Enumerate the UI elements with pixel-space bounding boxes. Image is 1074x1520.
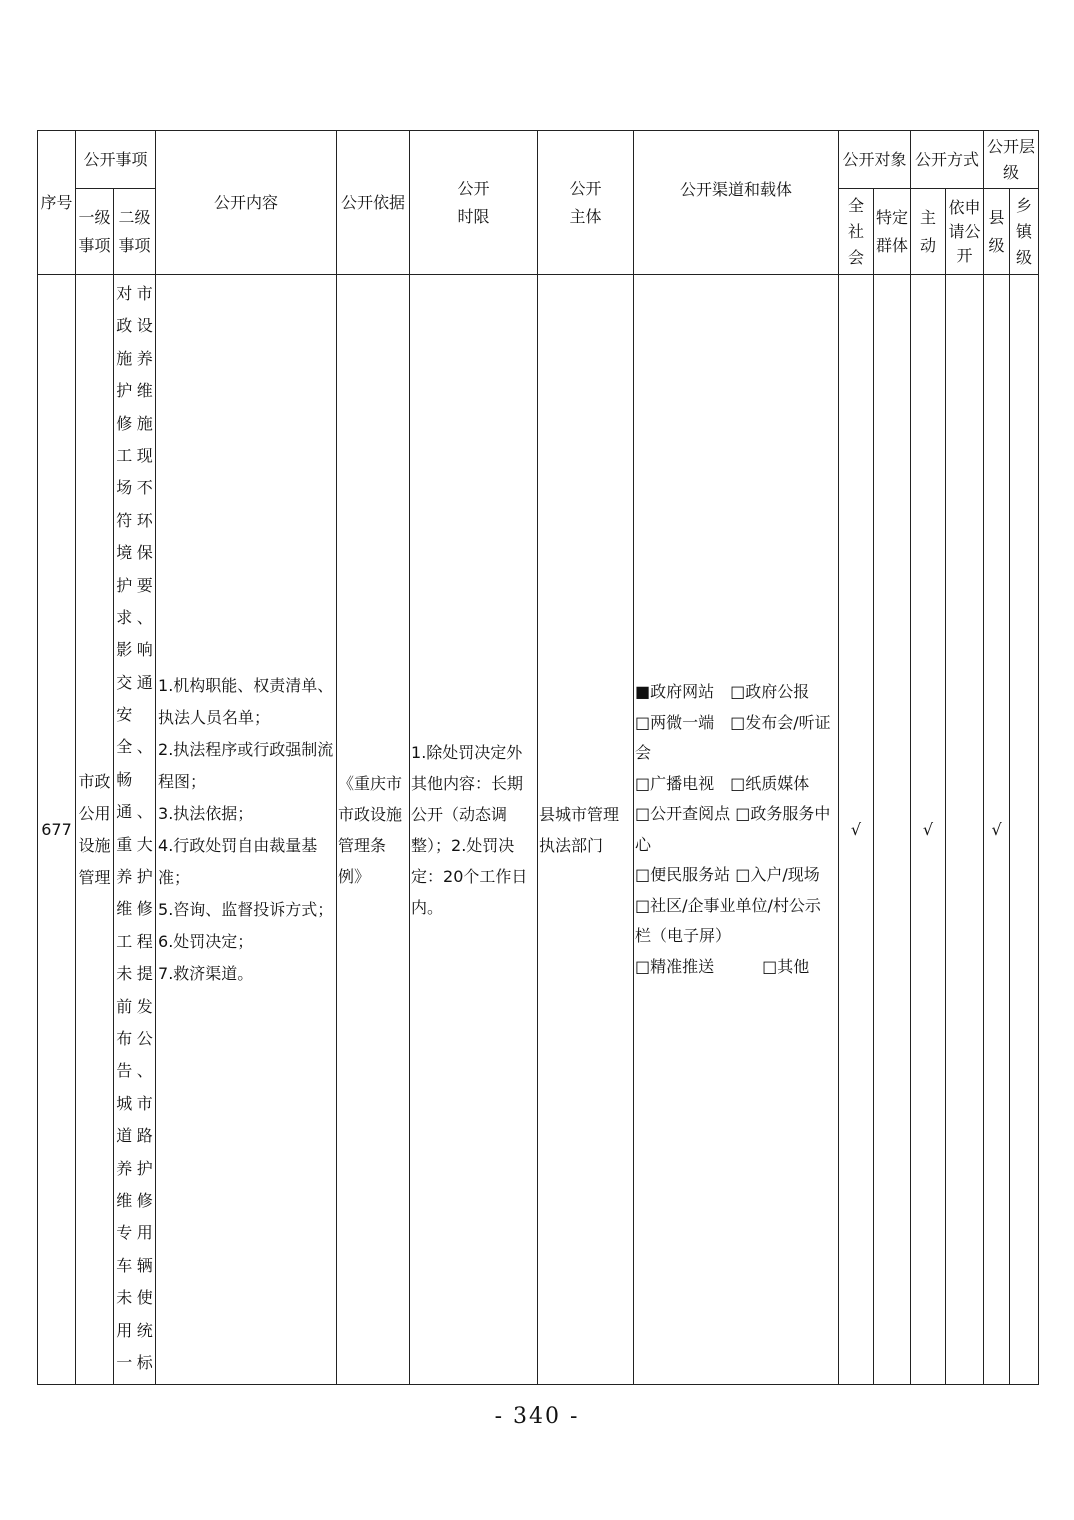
row-subject-text: 县城市管理执法部门 — [539, 804, 620, 855]
level2-right-char: 路 — [136, 1126, 153, 1146]
header-method: 公开方式 — [911, 131, 984, 189]
content-line: 6.处罚决定； — [158, 931, 254, 951]
level2-left-char: 符 — [116, 510, 133, 530]
header-level1 — [76, 189, 114, 275]
level2-right-char: 市 — [136, 1093, 153, 1113]
level2-left-char: 道 — [116, 1126, 133, 1146]
header-audience-all-text: 全社会 — [848, 195, 865, 267]
header-tier-county — [984, 189, 1010, 275]
level2-right-char: 标 — [136, 1352, 153, 1372]
level2-left-char: 重 — [116, 834, 133, 854]
row-level2 — [114, 275, 156, 1385]
header-channels: 公开渠道和载体 — [634, 131, 839, 275]
row-basis-text: 《重庆市市政设施管理条例》 — [338, 773, 403, 886]
level2-left-char: 未 — [116, 964, 133, 984]
level2-right-char: 大 — [136, 834, 153, 854]
header-subject — [538, 131, 634, 275]
level2-right-char: 、 — [136, 737, 153, 757]
level2-right-char: 使 — [136, 1288, 153, 1308]
header-matter: 公开事项 — [76, 131, 156, 189]
channel-line: □便民服务站 □入户/现场 — [635, 865, 820, 885]
header-method-active-text: 主动 — [920, 207, 937, 255]
row-basis — [337, 275, 410, 1385]
level2-right-char: 、 — [136, 802, 153, 822]
row-time-limit — [410, 275, 538, 1385]
level2-left-char: 城 — [116, 1093, 133, 1113]
disclosure-table — [37, 130, 1039, 1385]
level2-left-char: 未 — [116, 1288, 133, 1308]
level2-right-char: 设 — [136, 316, 153, 336]
channel-line: 会 — [635, 743, 652, 763]
level2-left-char: 影 — [116, 640, 133, 660]
row-method-active: √ — [911, 275, 946, 1385]
level2-right-char: 护 — [136, 867, 153, 887]
row-time-limit-text: 1.除处罚决定外其他内容：长期公开（动态调整）；2.处罚决定：20个工作日内。 — [411, 742, 528, 917]
level2-right-char: 市 — [136, 284, 153, 303]
page-number: - 340 - — [494, 1404, 580, 1429]
header-tier-town-text: 乡镇级 — [1016, 195, 1033, 267]
level2-right-char: 、 — [136, 1061, 153, 1081]
content-line: 执法人员名单； — [158, 707, 271, 727]
level2-right-char: 公 — [136, 1028, 153, 1048]
channel-line: □公开查阅点 □政务服务中 — [635, 804, 831, 824]
level2-right-char: 辆 — [136, 1255, 153, 1275]
level2-left-char: 对 — [116, 284, 133, 303]
header-time-limit-text: 公开时限 — [457, 178, 490, 226]
content-line: 3.执法依据； — [158, 803, 254, 823]
row-channels — [634, 275, 839, 1385]
level2-left-char: 场 — [116, 478, 133, 498]
header-level2 — [114, 189, 156, 275]
header-audience-all — [839, 189, 874, 275]
channel-line: □两微一端 □发布会/听证 — [635, 712, 831, 732]
channel-line: □广播电视 □纸质媒体 — [635, 773, 810, 793]
level2-left-char: 施 — [116, 348, 133, 368]
content-line: 4.行政处罚自由裁量基 — [158, 835, 318, 855]
level2-left-char: 前 — [116, 996, 133, 1016]
content-line: 5.咨询、监督投诉方式； — [158, 899, 334, 919]
level2-left-char: 护 — [116, 381, 133, 401]
row-tier-town — [1010, 275, 1039, 1385]
level2-right-char: 提 — [136, 964, 153, 984]
level2-left-char: 通 — [116, 802, 133, 822]
header-tier-text: 公开层级 — [987, 136, 1036, 182]
level2-right-char: 发 — [136, 996, 153, 1016]
level2-left-char: 求 — [116, 607, 133, 627]
row-level1 — [76, 275, 114, 1385]
content-list — [156, 670, 336, 990]
level2-right-char: 修 — [136, 1190, 153, 1210]
level2-left-char: 用 — [116, 1320, 133, 1340]
row-level1-text: 市政公用设施管理 — [78, 771, 111, 887]
row-seq: 677 — [38, 275, 76, 1385]
level2-left-char: 工 — [116, 445, 133, 465]
header-method-request — [946, 189, 984, 275]
channels-list — [634, 677, 838, 982]
header-seq: 序号 — [38, 131, 76, 275]
header-audience: 公开对象 — [839, 131, 911, 189]
level2-left-char: 维 — [116, 1190, 133, 1210]
channel-line: ■政府网站 □政府公报 — [635, 682, 810, 702]
row-method-request — [946, 275, 984, 1385]
level2-left-char: 安 — [116, 705, 133, 725]
level2-left-char: 政 — [116, 316, 133, 336]
header-tier-town — [1010, 189, 1039, 275]
row-tier-county: √ — [984, 275, 1010, 1385]
level2-left-char: 养 — [116, 867, 133, 887]
level2-left-char: 修 — [116, 413, 133, 433]
level2-right-char: 保 — [136, 543, 153, 563]
row-audience-specific — [874, 275, 911, 1385]
level2-right-char: 用 — [136, 1223, 153, 1243]
level2-left-char: 养 — [116, 1158, 133, 1178]
level2-right-char: 环 — [136, 510, 153, 530]
level2-left-char: 专 — [116, 1223, 133, 1243]
level2-left-char: 告 — [116, 1061, 133, 1081]
row-subject — [538, 275, 634, 1385]
level2-right-char: 响 — [136, 640, 153, 660]
level2-left-char: 护 — [116, 575, 133, 595]
header-time-limit — [410, 131, 538, 275]
level2-right-char: 程 — [136, 931, 153, 951]
content-line: 7.救济渠道。 — [158, 963, 254, 983]
content-line: 2.执法程序或行政强制流 — [158, 739, 334, 759]
content-line: 1.机构职能、权责清单、 — [158, 675, 334, 695]
level2-right-char: 护 — [136, 1158, 153, 1178]
header-basis: 公开依据 — [337, 131, 410, 275]
header-level1-text: 一级事项 — [78, 207, 111, 255]
header-tier — [984, 131, 1039, 189]
row-level2-right — [135, 283, 156, 1384]
header-method-active — [911, 189, 946, 275]
row-content — [156, 275, 337, 1385]
level2-right-char: 要 — [136, 575, 153, 595]
level2-left-char: 境 — [116, 543, 133, 563]
header-content: 公开内容 — [156, 131, 337, 275]
level2-right-char: 养 — [136, 348, 153, 368]
header-audience-specific — [874, 189, 911, 275]
level2-right-char: 通 — [136, 672, 153, 692]
level2-left-char: 维 — [116, 899, 133, 919]
channel-line: □社区/企事业单位/村公示 — [635, 895, 821, 915]
content-line: 程图； — [158, 771, 207, 791]
level2-right-char: 统 — [136, 1320, 153, 1340]
header-level2-text: 二级事项 — [118, 207, 151, 255]
level2-left-char: 畅 — [116, 769, 133, 789]
level2-right-char: 、 — [136, 607, 153, 627]
level2-left-char: 车 — [116, 1255, 133, 1275]
level2-right-char: 现 — [136, 445, 153, 465]
level2-right-char: 修 — [136, 899, 153, 919]
header-audience-specific-text: 特定群体 — [876, 207, 909, 255]
level2-left-char: 工 — [116, 931, 133, 951]
channel-line: □精准推送 □其他 — [635, 956, 810, 976]
row-level2-columns — [114, 275, 155, 1384]
row-level2-left — [114, 283, 135, 1384]
header-method-request-text: 依申请公开 — [948, 197, 981, 265]
header-tier-county-text: 县级 — [988, 207, 1005, 255]
channel-line: 栏（电子屏） — [635, 926, 732, 946]
level2-right-char: 不 — [136, 478, 153, 498]
channel-line: 心 — [635, 834, 652, 854]
content-line: 准； — [158, 867, 191, 887]
level2-right-char: 维 — [136, 381, 153, 401]
level2-left-char: 交 — [116, 672, 133, 692]
level2-left-char: 全 — [116, 737, 133, 757]
level2-left-char: 布 — [116, 1028, 133, 1048]
row-audience-all: √ — [839, 275, 874, 1385]
level2-left-char: 一 — [116, 1352, 133, 1372]
level2-right-char: 施 — [136, 413, 153, 433]
header-subject-text: 公开主体 — [569, 178, 602, 226]
